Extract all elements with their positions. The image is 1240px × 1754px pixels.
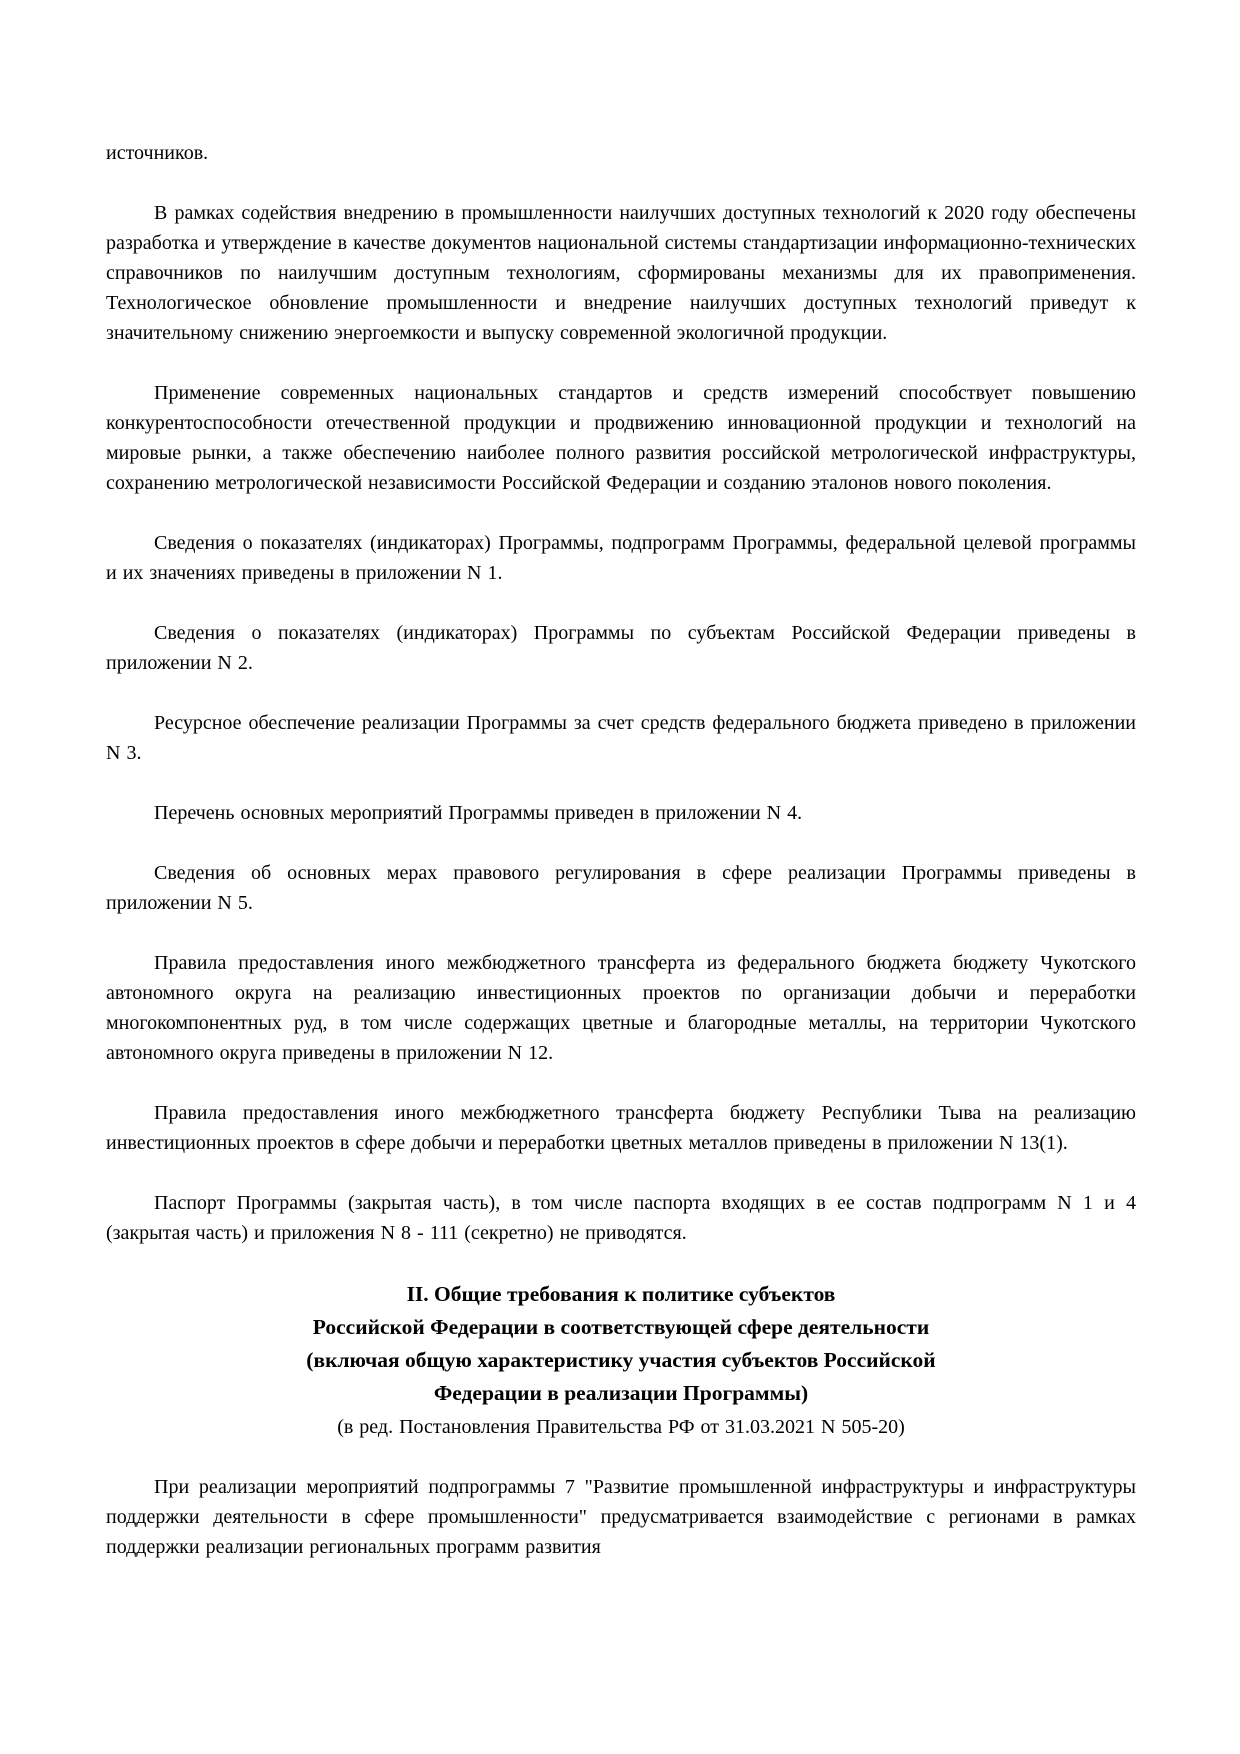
section-heading-line: Российской Федерации в соответствующей сфере деятельности bbox=[312, 1315, 930, 1339]
paragraph: Применение современных национальных стандартов и средств измерений способствует повышению конкурентоспособности отечественной продукции и продвижению инновационной продукции и технологий на мировые рынки, а также обеспечению наиболее полного развития российской метрологической инфраструктуры, сохранению метрологической независимости Российской Федерации и созданию эталонов нового поколения. bbox=[106, 382, 1136, 494]
paragraph: В рамках содействия внедрению в промышленности наилучших доступных технологий к 2020 году обеспечены разработка и утверждение в качестве документов национальной системы стандартизации информационно-технических справочников по наилучшим доступным технологиям, сформированы механизмы для их правоприменения. Технологическое обновление промышленности и внедрение наилучших доступных технологий приведут к значительному снижению энергоемкости и выпуску современной экологичной продукции. bbox=[106, 202, 1136, 344]
paragraph: Ресурсное обеспечение реализации Программы за счет средств федерального бюджета приведено в приложении N 3. bbox=[106, 712, 1136, 764]
paragraph: Правила предоставления иного межбюджетного трансферта бюджету Республики Тыва на реализацию инвестиционных проектов в сфере добычи и переработки цветных металлов приведены в приложении N 13(1). bbox=[106, 1102, 1136, 1154]
continuation-line: источников. bbox=[106, 142, 209, 164]
section-heading bbox=[106, 1278, 1136, 1410]
paragraph: Паспорт Программы (закрытая часть), в том числе паспорта входящих в ее состав подпрограмм N 1 и 4 (закрытая часть) и приложения N 8 - 111 (секретно) не приводятся. bbox=[106, 1192, 1136, 1244]
section-heading-line: II. Общие требования к политике субъектов bbox=[406, 1282, 836, 1306]
edition-note: (в ред. Постановления Правительства РФ от 31.03.2021 N 505-20) bbox=[337, 1416, 905, 1438]
section-heading-line: Федерации в реализации Программы) bbox=[433, 1381, 809, 1405]
paragraph: Перечень основных мероприятий Программы приведен в приложении N 4. bbox=[154, 802, 803, 824]
paragraph: Правила предоставления иного межбюджетного трансферта из федерального бюджета бюджету Чукотского автономного округа на реализацию инвестиционных проектов по организации добычи и переработки многокомпонентных руд, в том числе содержащих цветные и благородные металлы, на территории Чукотского автономного округа приведены в приложении N 12. bbox=[106, 952, 1136, 1064]
paragraph: При реализации мероприятий подпрограммы 7 "Развитие промышленной инфраструктуры и инфраструктуры поддержки деятельности в сфере промышленности" предусматривается взаимодействие с регионами в рамках поддержки реализации региональных программ развития bbox=[106, 1476, 1136, 1558]
paragraph: Сведения о показателях (индикаторах) Программы по субъектам Российской Федерации приведены в приложении N 2. bbox=[106, 622, 1136, 674]
paragraph: Сведения о показателях (индикаторах) Программы, подпрограмм Программы, федеральной целевой программы и их значениях приведены в приложении N 1. bbox=[106, 532, 1136, 584]
paragraph: Сведения об основных мерах правового регулирования в сфере реализации Программы приведены в приложении N 5. bbox=[106, 862, 1136, 914]
section-heading-line: (включая общую характеристику участия субъектов Российской bbox=[306, 1348, 936, 1372]
